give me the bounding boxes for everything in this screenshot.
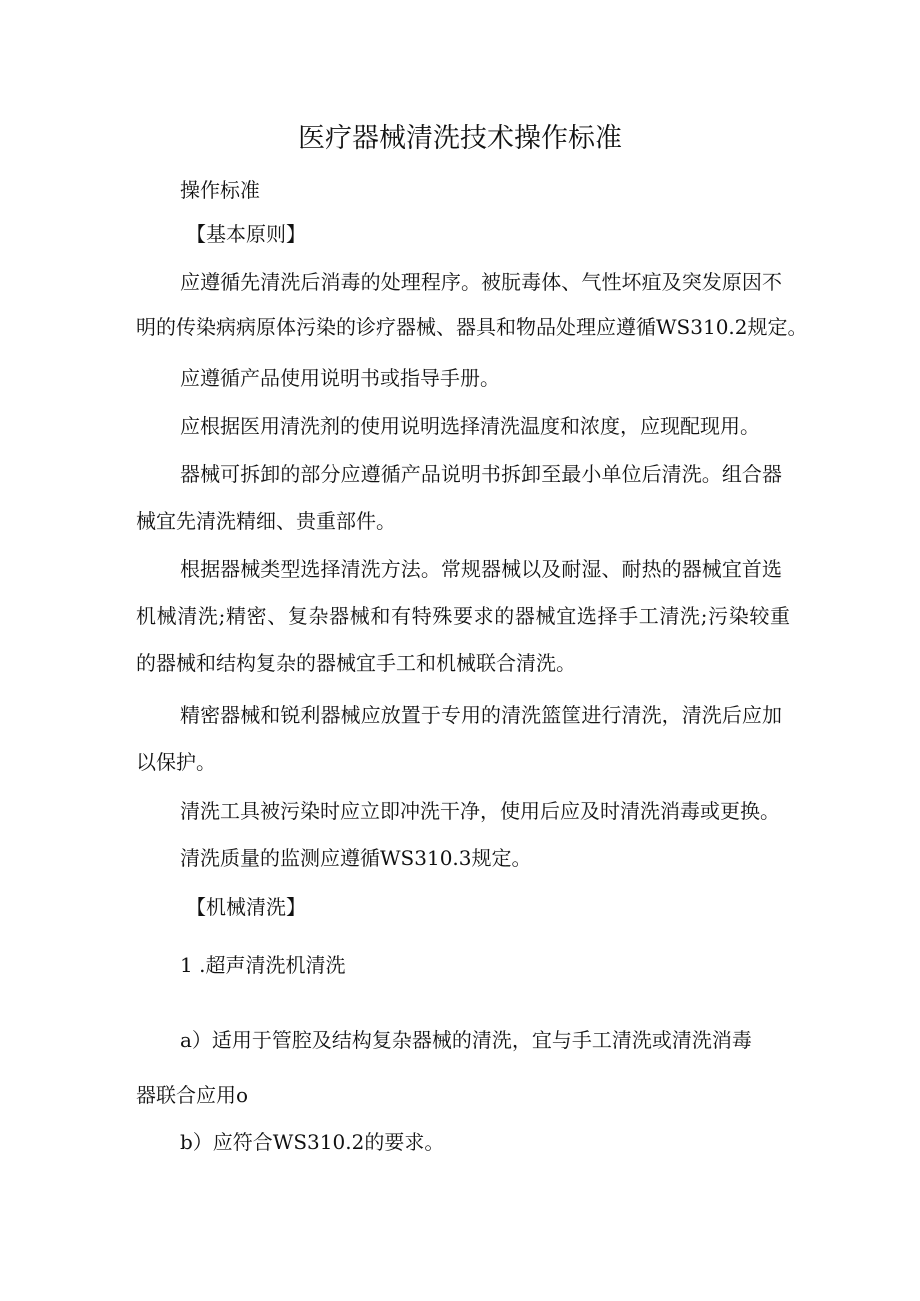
paragraph-6-line-1: 精密器械和锐利器械应放置于专用的清洗篮筐进行清洗，清洗后应加 — [180, 703, 782, 727]
paragraph-4-line-1: 器械可拆卸的部分应遵循产品说明书拆卸至最小单位后清洗。组合器 — [180, 462, 782, 486]
paragraph-1-line-2: 明的传染病病原体污染的诊疗器械、器具和物品处理应遵循WS310.2规定。 — [136, 315, 808, 339]
paragraph-7: 清洗工具被污染时应立即冲洗干净，使用后应及时清洗消毒或更换。 — [180, 799, 780, 823]
paragraph-5-line-3: 的器械和结构复杂的器械宜手工和机械联合清洗。 — [136, 651, 576, 675]
paragraph-8: 清洗质量的监测应遵循WS310.3规定。 — [180, 846, 532, 870]
list-item-a-line-1: a）适用于管腔及结构复杂器械的清洗，宜与手工清洗或清洗消毒 — [180, 1028, 752, 1052]
paragraph-5-line-1: 根据器械类型选择清洗方法。常规器械以及耐湿、耐热的器械宜首选 — [180, 557, 782, 581]
subsection-basic-principles: 【基本原则】 — [186, 222, 306, 246]
subsection-machine-cleaning: 【机械清洗】 — [186, 895, 306, 919]
list-item-1: 1 .超声清洗机清洗 — [180, 953, 346, 977]
paragraph-1-line-1: 应遵循先清洗后消毒的处理程序。被朊毒体、气性坏疽及突发原因不 — [180, 270, 782, 294]
section-heading: 操作标准 — [180, 178, 260, 202]
paragraph-5-line-2: 机械清洗;精密、复杂器械和有特殊要求的器械宜选择手工清洗;污染较重 — [136, 604, 790, 628]
paragraph-2: 应遵循产品使用说明书或指导手册。 — [180, 366, 500, 390]
document-title: 医疗器械清洗技术操作标准 — [298, 123, 622, 154]
list-item-b: b）应符合WS310.2的要求。 — [180, 1130, 445, 1154]
paragraph-6-line-2: 以保护。 — [136, 750, 216, 774]
paragraph-3: 应根据医用清洗剂的使用说明选择清洗温度和浓度，应现配现用。 — [180, 414, 760, 438]
list-item-a-line-2: 器联合应用o — [136, 1083, 249, 1107]
paragraph-4-line-2: 械宜先清洗精细、贵重部件。 — [136, 509, 396, 533]
